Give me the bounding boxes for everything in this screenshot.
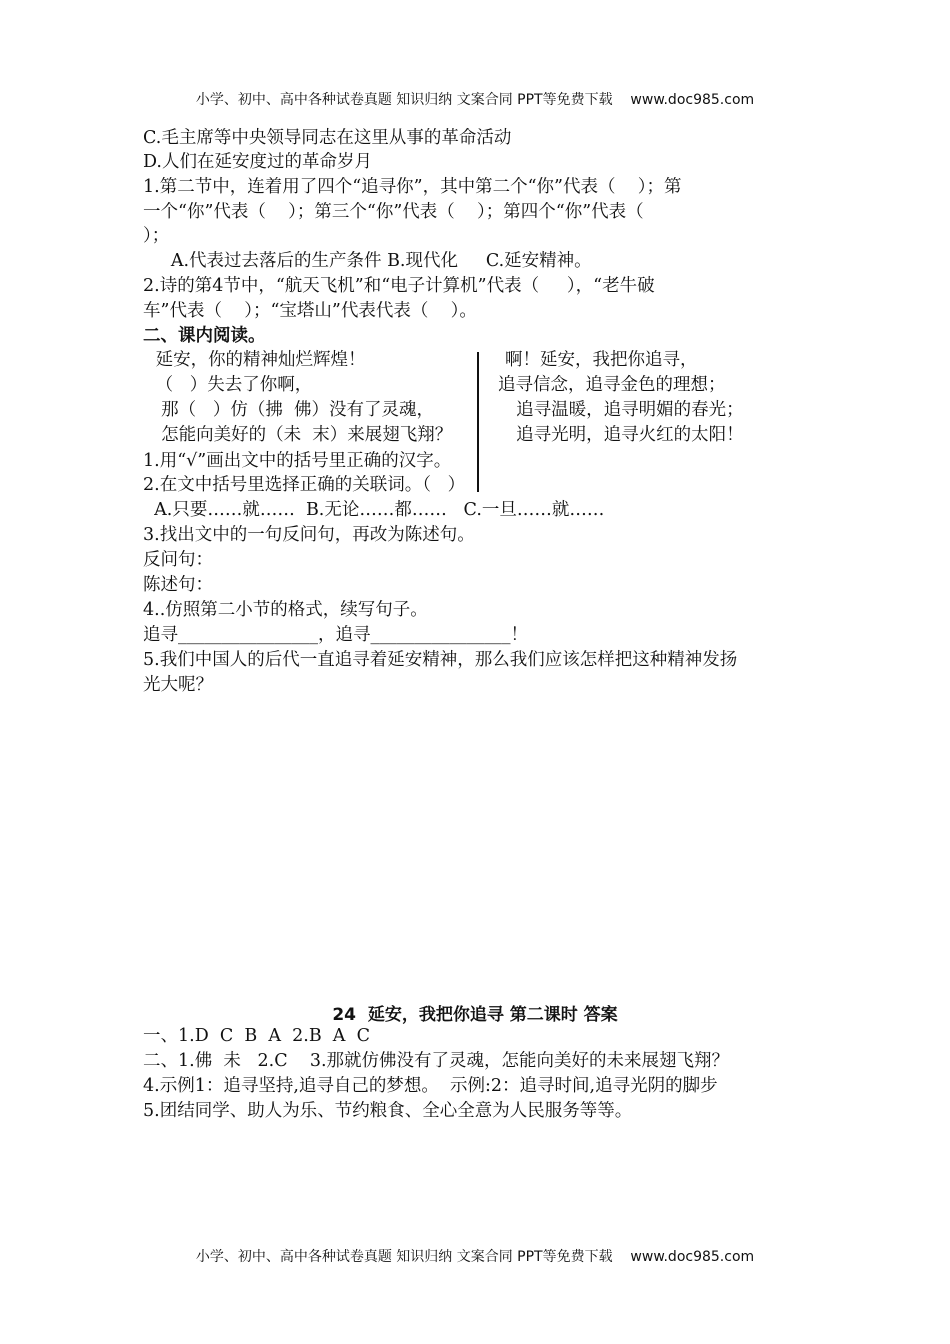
answer-line-1: 一、1.D C B A 2.B A C	[143, 1026, 370, 1046]
answers-title: 24 延安，我把你追寻 第二课时 答案	[332, 1005, 618, 1025]
reading-question-4: 4..仿照第二小节的格式，续写句子。	[143, 600, 428, 620]
question-1-line-3: ）；	[143, 226, 170, 246]
reading-question-1: 1.用“√”画出文中的括号里正确的汉字。	[143, 451, 452, 471]
question-1-options: A.代表过去落后的生产条件 B.现代化 C.延安精神。	[143, 251, 592, 271]
question-2-line-1: 2.诗的第4节中，“航天飞机”和“电子计算机”代表（ ），“老牛破	[143, 276, 655, 296]
reading-question-2: 2.在文中括号里选择正确的关联词。（ ）	[143, 475, 466, 495]
reading-question-2-options: A.只要……就…… B.无论……都…… C.一旦……就……	[143, 500, 605, 520]
rhetorical-label: 反问句：	[143, 550, 213, 570]
poem-left-1: 延安，你的精神灿烂辉煌！	[150, 350, 366, 370]
poem-right-4: 追寻光明，追寻火红的太阳！	[505, 425, 744, 445]
declarative-label: 陈述句：	[143, 575, 213, 595]
page-footer: 小学、初中、高中各种试卷真题 知识归纳 文案合同 PPT等免费下载 www.doc985.com	[195, 1249, 755, 1265]
question-2-line-2: 车”代表（ ）；“宝塔山”代表代表（ ）。	[143, 301, 477, 321]
poem-left-3: 那（ ）仿（拂 佛）没有了灵魂，	[150, 400, 434, 420]
page-header: 小学、初中、高中各种试卷真题 知识归纳 文案合同 PPT等免费下载 www.doc985.com	[195, 92, 755, 108]
answer-line-4: 5.团结同学、助人为乐、节约粮食、全心全意为人民服务等等。	[143, 1101, 633, 1121]
reading-question-3: 3.找出文中的一句反问句，再改为陈述句。	[143, 525, 475, 545]
option-d: D.人们在延安度过的革命岁月	[143, 152, 372, 172]
poem-right-1: 啊！延安，我把你追寻，	[505, 350, 698, 370]
poem-left-4: 怎能向美好的（未 末）来展翅飞翔？	[150, 425, 453, 445]
section-2-title: 二、课内阅读。	[143, 326, 266, 346]
answer-line-3: 4.示例1：追寻坚持,追寻自己的梦想。 示例:2：追寻时间,追寻光阴的脚步	[143, 1076, 718, 1096]
answer-line-2: 二、1.佛 未 2.C 3.那就仿佛没有了灵魂，怎能向美好的未来展翅飞翔？	[143, 1051, 730, 1071]
reading-question-5-line-1: 5.我们中国人的后代一直追寻着延安精神，那么我们应该怎样把这种精神发扬	[143, 650, 738, 670]
poem-left-2: （ ）失去了你啊，	[150, 375, 313, 395]
poem-right-2: 追寻信念，追寻金色的理想；	[498, 375, 726, 395]
poem-right-3: 追寻温暖，追寻明媚的春光；	[505, 400, 744, 420]
reading-question-5-line-2: 光大呢？	[143, 675, 213, 695]
question-1-line-1: 1.第二节中，连着用了四个“追寻你”，其中第二个“你”代表（ ）；第	[143, 177, 682, 197]
question-1-line-2: 一个“你”代表（ ）；第三个“你”代表（ ）；第四个“你”代表（	[143, 202, 644, 222]
option-c: C.毛主席等中央领导同志在这里从事的革命活动	[143, 128, 512, 148]
poem-divider	[477, 352, 479, 492]
fill-in-line: 追寻________________，追寻________________！	[143, 625, 528, 645]
